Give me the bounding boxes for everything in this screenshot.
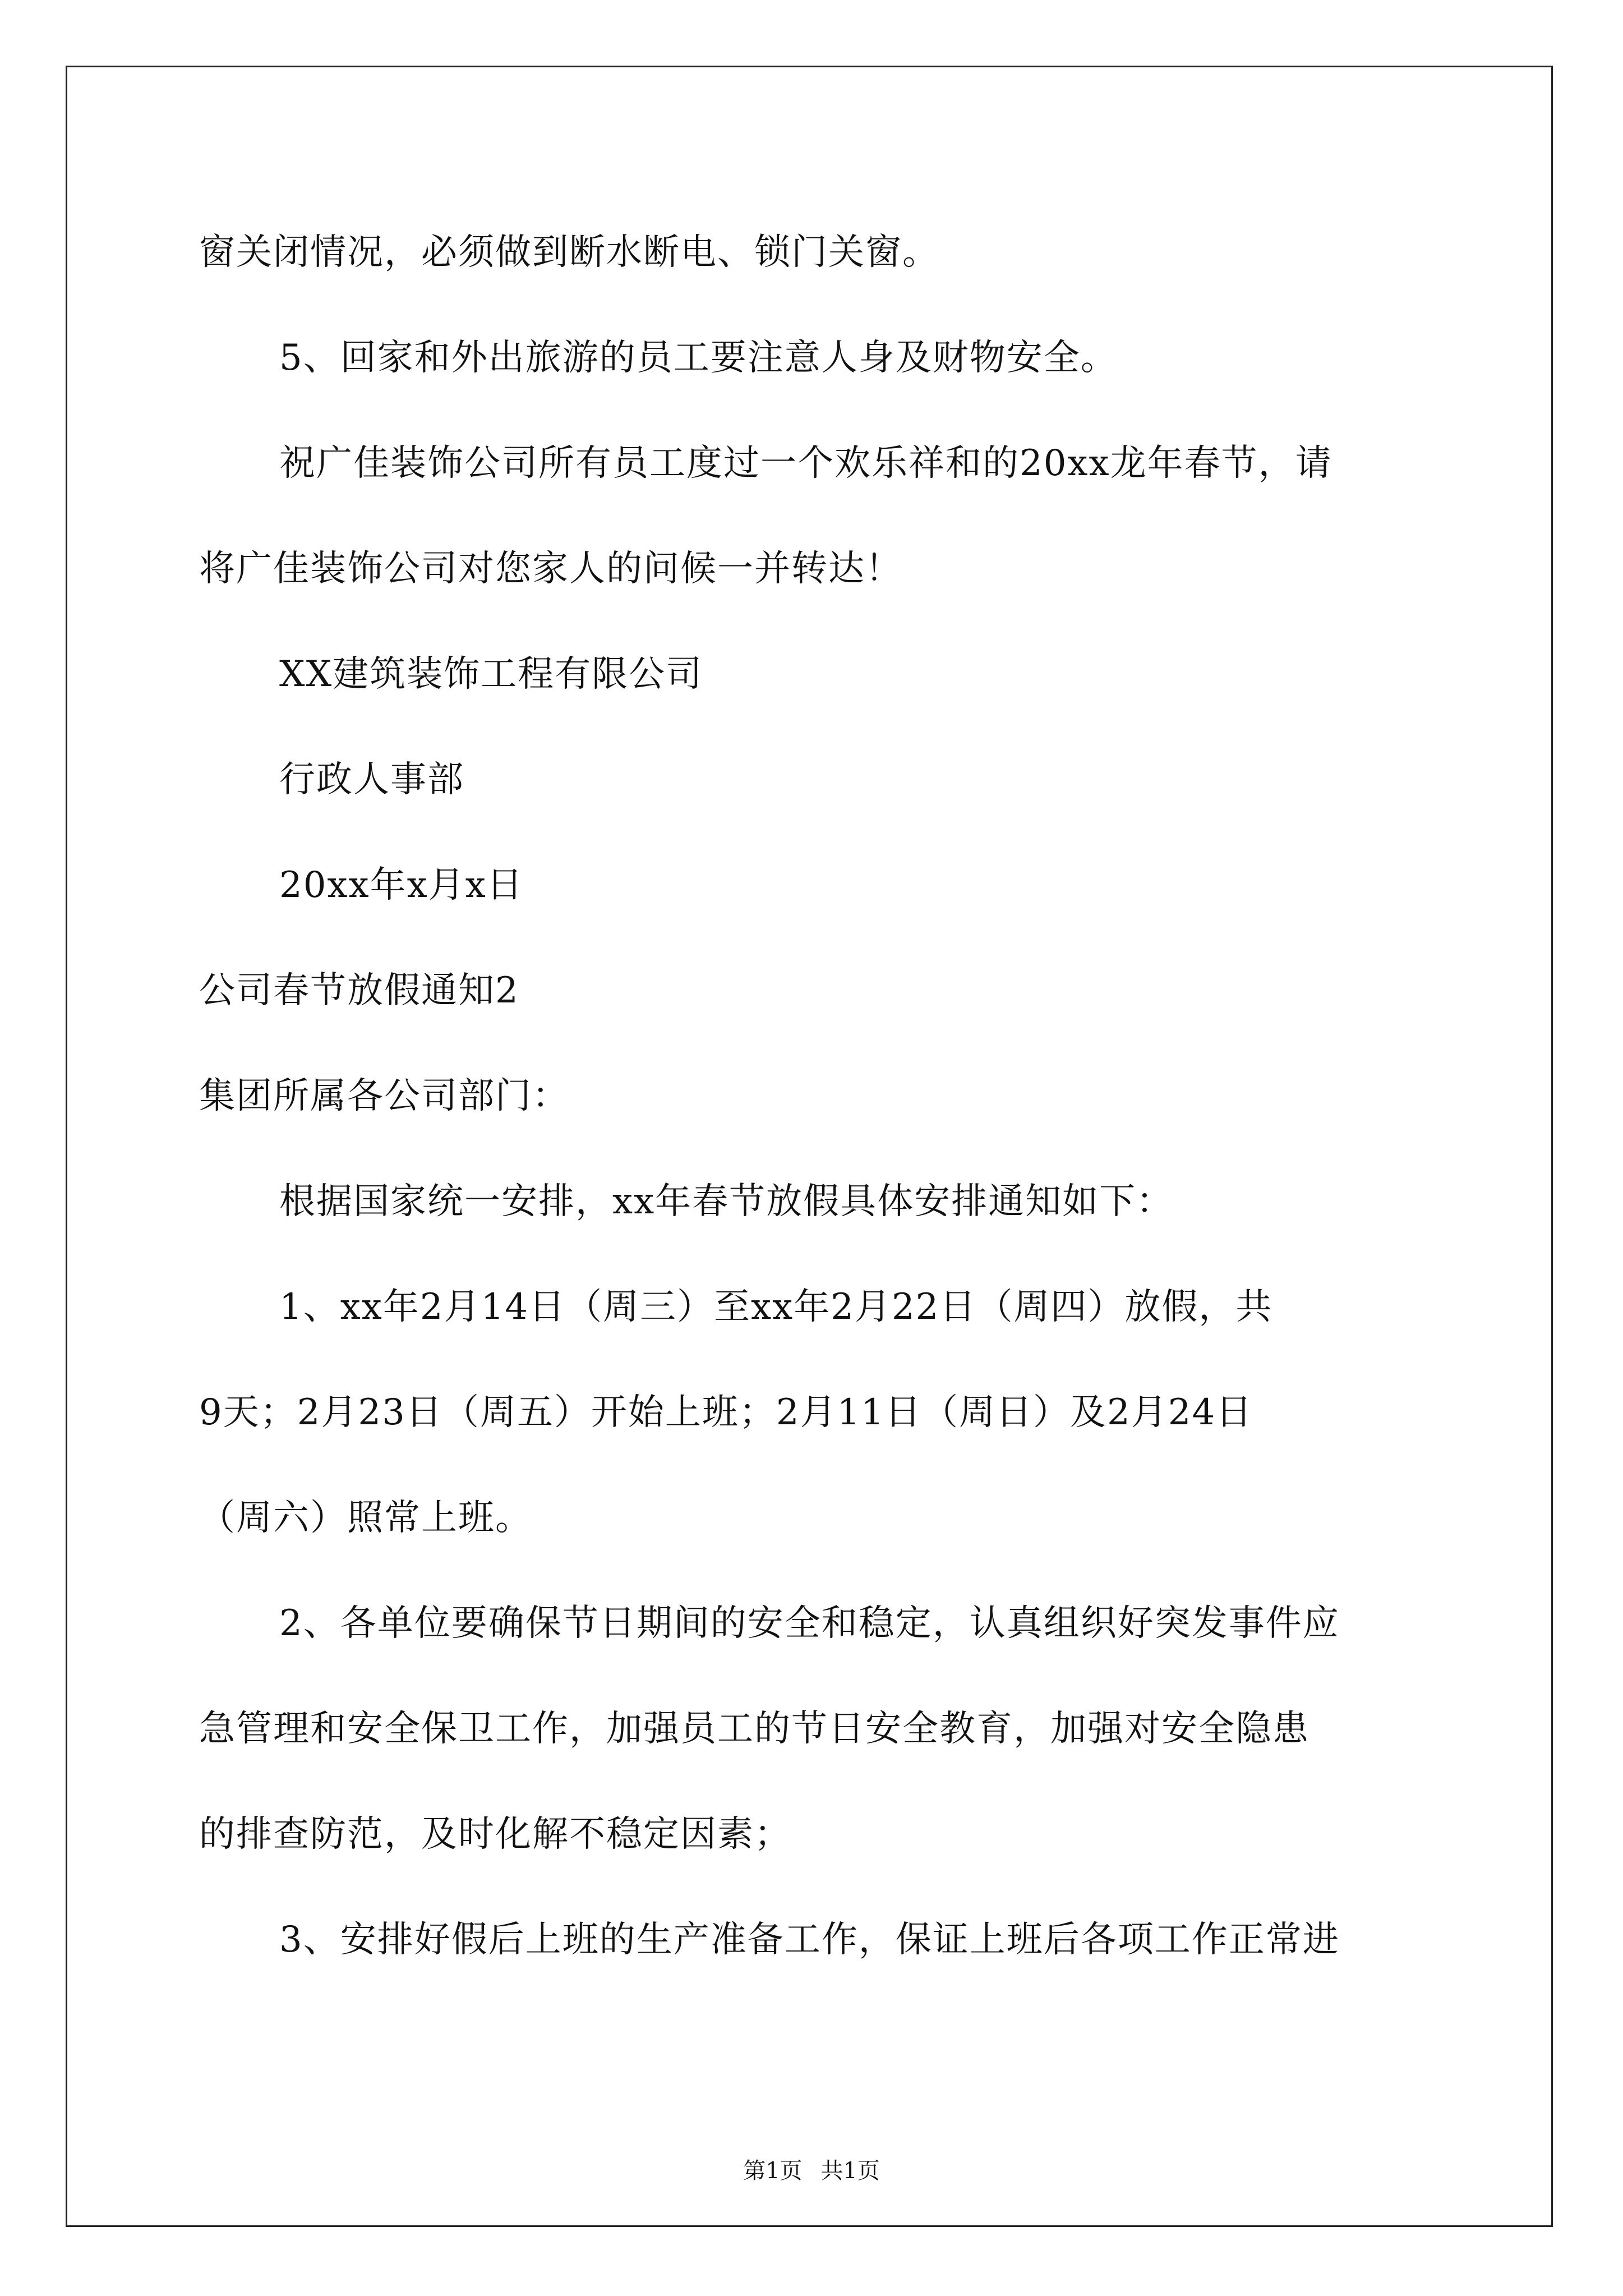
text-line: 祝广佳装饰公司所有员工度过一个欢乐祥和的20xx龙年春节，请 [279, 443, 1332, 484]
text-line: 3、安排好假后上班的生产准备工作，保证上班后各项工作正常进 [279, 1919, 1340, 1961]
section-title: 公司春节放假通知2 [199, 970, 519, 1011]
text-line: 5、回家和外出旅游的员工要注意人身及财物安全。 [279, 337, 1118, 379]
page-frame [66, 66, 1553, 2227]
salutation: 集团所属各公司部门： [199, 1075, 569, 1117]
text-line: 根据国家统一安排，xx年春节放假具体安排通知如下： [279, 1181, 1174, 1222]
text-line: 将广佳装饰公司对您家人的问候一并转达！ [199, 548, 902, 590]
text-line: 9天；2月23日（周五）开始上班；2月11日（周日）及2月24日 [199, 1392, 1253, 1433]
date-line: 20xx年x月x日 [279, 864, 524, 906]
company-name: XX建筑装饰工程有限公司 [279, 654, 703, 695]
text-line: （周六）照常上班。 [199, 1497, 532, 1539]
text-line: 的排查防范，及时化解不稳定因素； [199, 1814, 791, 1855]
department-name: 行政人事部 [279, 759, 464, 800]
text-line: 窗关闭情况，必须做到断水断电、锁门关窗。 [199, 232, 939, 273]
page-footer: 第1页 共1页 [743, 2158, 880, 2184]
text-line: 急管理和安全保卫工作，加强员工的节日安全教育，加强对安全隐患 [199, 1708, 1310, 1750]
text-line: 2、各单位要确保节日期间的安全和稳定，认真组织好突发事件应 [279, 1603, 1340, 1644]
text-line: 1、xx年2月14日（周三）至xx年2月22日（周四）放假，共 [279, 1286, 1273, 1328]
